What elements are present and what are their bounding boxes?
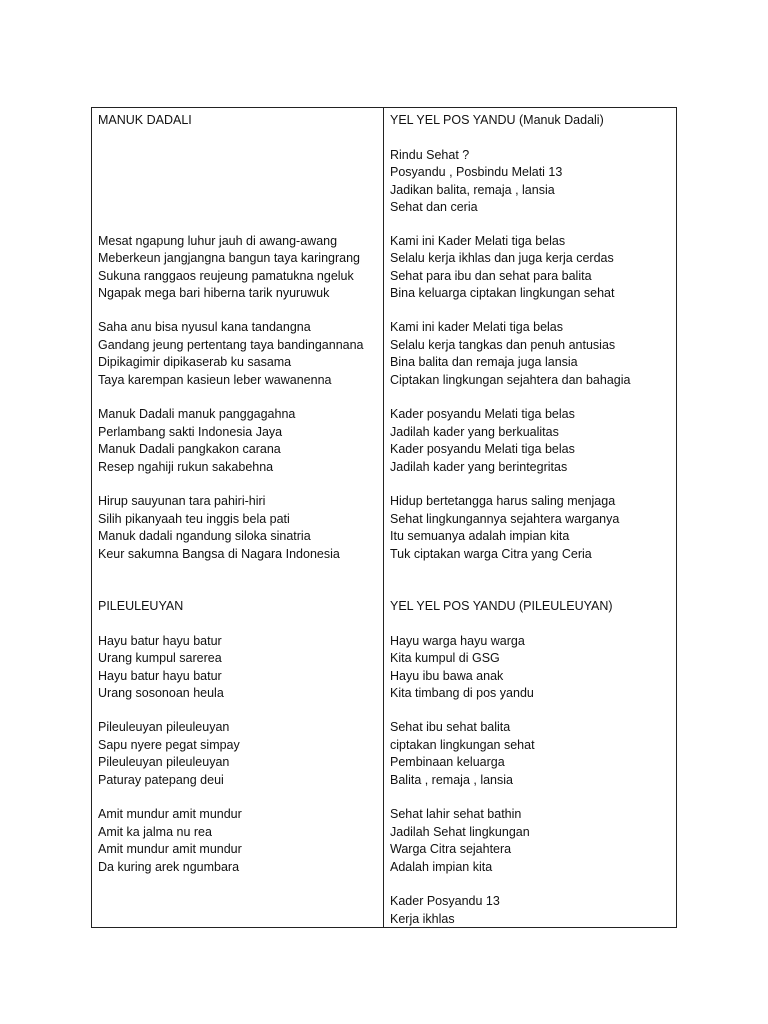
lyric-line: Rindu Sehat ? xyxy=(390,148,470,162)
lyric-line: Hayu batur hayu batur xyxy=(98,634,222,648)
song-title-pileuleuyan: PILEULEUYAN xyxy=(98,599,184,613)
lyric-line: Gandang jeung pertentang taya bandingannana xyxy=(98,338,364,352)
lyric-line: Kami ini kader Melati tiga belas xyxy=(390,320,563,334)
lyric-line: Pileuleuyan pileuleuyan xyxy=(98,720,230,734)
lyric-line: Perlambang sakti Indonesia Jaya xyxy=(98,425,283,439)
lyric-line: Jadilah kader yang berintegritas xyxy=(390,460,568,474)
lyric-line: Sehat para ibu dan sehat para balita xyxy=(390,269,592,283)
lyric-line: Sukuna ranggaos reujeung pamatukna ngeluk xyxy=(98,269,354,283)
lyric-line: Adalah impian kita xyxy=(390,860,493,874)
lyric-line: Ngapak mega bari hiberna tarik nyuruwuk xyxy=(98,286,330,300)
lyric-line: Meberkeun jangjangna bangun taya karingrang xyxy=(98,251,360,265)
lyric-line: Hayu warga hayu warga xyxy=(390,634,525,648)
lyric-line: Resep ngahiji rukun sakabehna xyxy=(98,460,274,474)
lyric-line: Jadikan balita, remaja , lansia xyxy=(390,183,555,197)
lyric-line: Hirup sauyunan tara pahiri-hiri xyxy=(98,494,266,508)
lyric-line: Kami ini Kader Melati tiga belas xyxy=(390,234,566,248)
lyric-line: Jadilah Sehat lingkungan xyxy=(390,825,530,839)
yel-title-manuk-dadali: YEL YEL POS YANDU (Manuk Dadali) xyxy=(390,113,604,127)
lyric-line: Sapu nyere pegat simpay xyxy=(98,738,240,752)
lyric-line: Hayu ibu bawa anak xyxy=(390,669,504,683)
lyric-line: Keur sakumna Bangsa di Nagara Indonesia xyxy=(98,547,340,561)
right-column-yel-yel-lyrics xyxy=(384,108,676,927)
lyric-line: Tuk ciptakan warga Citra yang Ceria xyxy=(390,547,592,561)
lyric-line: Hidup bertetangga harus saling menjaga xyxy=(390,494,616,508)
left-column-sundanese-lyrics xyxy=(92,108,384,927)
lyric-line: Kita timbang di pos yandu xyxy=(390,686,534,700)
lyric-line: Amit ka jalma nu rea xyxy=(98,825,212,839)
lyric-line: Itu semuanya adalah impian kita xyxy=(390,529,570,543)
lyric-line: Sehat ibu sehat balita xyxy=(390,720,511,734)
lyric-line: Kerja ikhlas xyxy=(390,912,455,926)
lyric-line: Sehat dan ceria xyxy=(390,200,478,214)
lyric-line: Jadilah kader yang berkualitas xyxy=(390,425,559,439)
lyric-line: Kader posyandu Melati tiga belas xyxy=(390,442,575,456)
lyric-line: Kita kumpul di GSG xyxy=(390,651,500,665)
lyric-line: Silih pikanyaah teu inggis bela pati xyxy=(98,512,290,526)
lyric-line: Urang kumpul sarerea xyxy=(98,651,222,665)
lyric-line: Paturay patepang deui xyxy=(98,773,224,787)
lyric-line: Selalu kerja ikhlas dan juga kerja cerdas xyxy=(390,251,614,265)
lyric-line: Taya karempan kasieun leber wawanenna xyxy=(98,373,332,387)
lyric-line: Dipikagimir dipikaserab ku sasama xyxy=(98,355,292,369)
lyric-line: Hayu batur hayu batur xyxy=(98,669,222,683)
lyric-line: Warga Citra sejahtera xyxy=(390,842,512,856)
lyric-line: Amit mundur amit mundur xyxy=(98,807,242,821)
lyric-line: Mesat ngapung luhur jauh di awang-awang xyxy=(98,234,338,248)
lyric-line: Sehat lahir sehat bathin xyxy=(390,807,522,821)
lyric-line: Balita , remaja , lansia xyxy=(390,773,513,787)
lyric-line: Ciptakan lingkungan sejahtera dan bahagia xyxy=(390,373,631,387)
lyric-line: Urang sosonoan heula xyxy=(98,686,224,700)
lyric-line: Sehat lingkungannya sejahtera warganya xyxy=(390,512,620,526)
lyric-line: Posyandu , Posbindu Melati 13 xyxy=(390,165,563,179)
lyric-line: Pileuleuyan pileuleuyan xyxy=(98,755,230,769)
song-title-manuk-dadali: MANUK DADALI xyxy=(98,113,192,127)
lyric-line: ciptakan lingkungan sehat xyxy=(390,738,535,752)
yel-title-pileuleuyan: YEL YEL POS YANDU (PILEULEUYAN) xyxy=(390,599,613,613)
lyric-line: Selalu kerja tangkas dan penuh antusias xyxy=(390,338,616,352)
lyric-line: Amit mundur amit mundur xyxy=(98,842,242,856)
lyric-line: Kader posyandu Melati tiga belas xyxy=(390,407,575,421)
lyric-line: Pembinaan keluarga xyxy=(390,755,505,769)
lyrics-table xyxy=(91,107,677,928)
lyric-line: Da kuring arek ngumbara xyxy=(98,860,240,874)
lyric-line: Bina keluarga ciptakan lingkungan sehat xyxy=(390,286,615,300)
lyric-line: Kader Posyandu 13 xyxy=(390,894,500,908)
lyric-line: Manuk dadali ngandung siloka sinatria xyxy=(98,529,311,543)
lyric-line: Manuk Dadali manuk panggagahna xyxy=(98,407,296,421)
lyric-line: Manuk Dadali pangkakon carana xyxy=(98,442,281,456)
lyric-line: Bina balita dan remaja juga lansia xyxy=(390,355,578,369)
lyric-line: Saha anu bisa nyusul kana tandangna xyxy=(98,320,311,334)
